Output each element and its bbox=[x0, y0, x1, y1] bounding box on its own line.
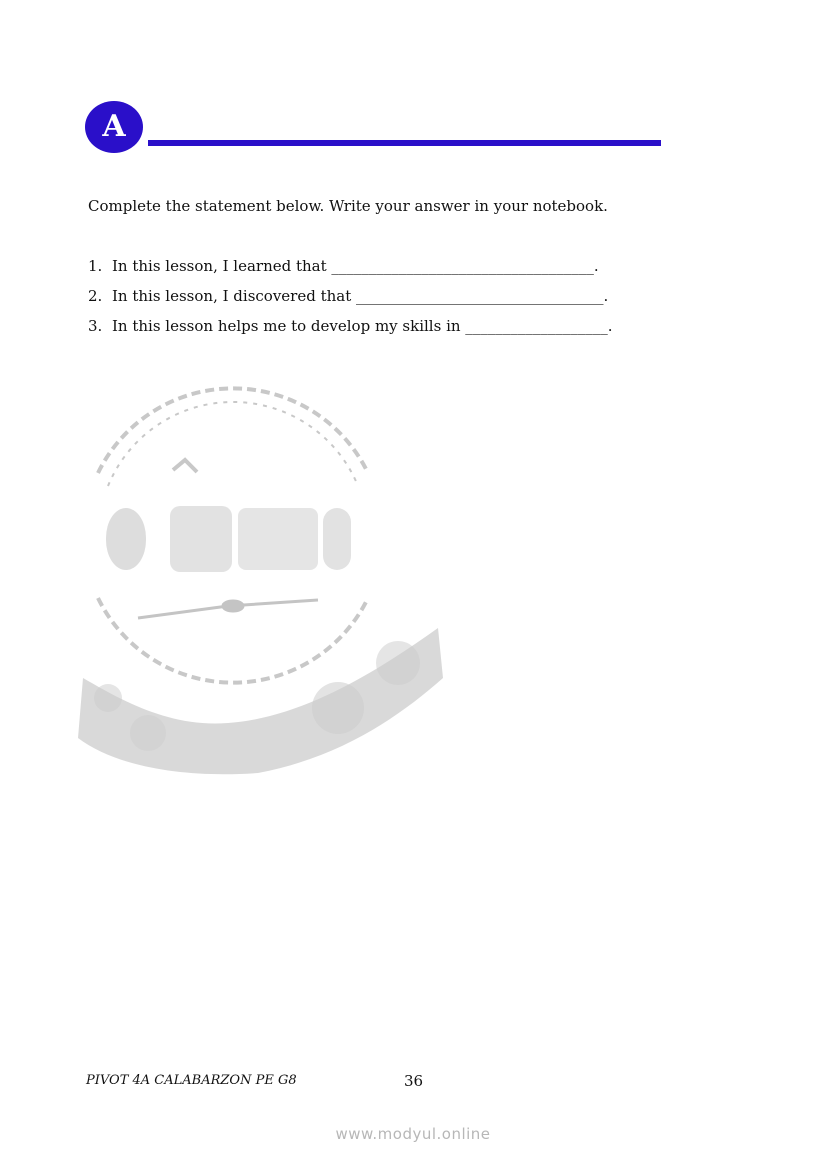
list-item bbox=[88, 286, 613, 316]
page-number: 36 bbox=[404, 1072, 424, 1090]
list-item-number: 1. bbox=[88, 257, 103, 275]
section-letter: A bbox=[102, 109, 126, 144]
section-rule bbox=[148, 140, 661, 146]
list-item-number: 3. bbox=[88, 317, 103, 335]
seal-watermark-icon bbox=[78, 378, 448, 778]
list-item-text: In this lesson helps me to develop my skills in ___________________. bbox=[112, 317, 613, 335]
list-item-number: 2. bbox=[88, 287, 103, 305]
list-item-text: In this lesson, I discovered that _________________________________. bbox=[112, 287, 609, 305]
instruction-text: Complete the statement below. Write your answer in your notebook. bbox=[88, 197, 608, 215]
prompt-list bbox=[88, 256, 613, 346]
footer-module-title: PIVOT 4A CALABARZON PE G8 bbox=[86, 1073, 297, 1088]
list-item-text: In this lesson, I learned that ___________________________________. bbox=[112, 257, 599, 275]
list-item bbox=[88, 316, 613, 346]
list-item bbox=[88, 256, 613, 286]
site-watermark-text: www.modyul.online bbox=[335, 1125, 491, 1143]
section-badge bbox=[85, 101, 143, 153]
